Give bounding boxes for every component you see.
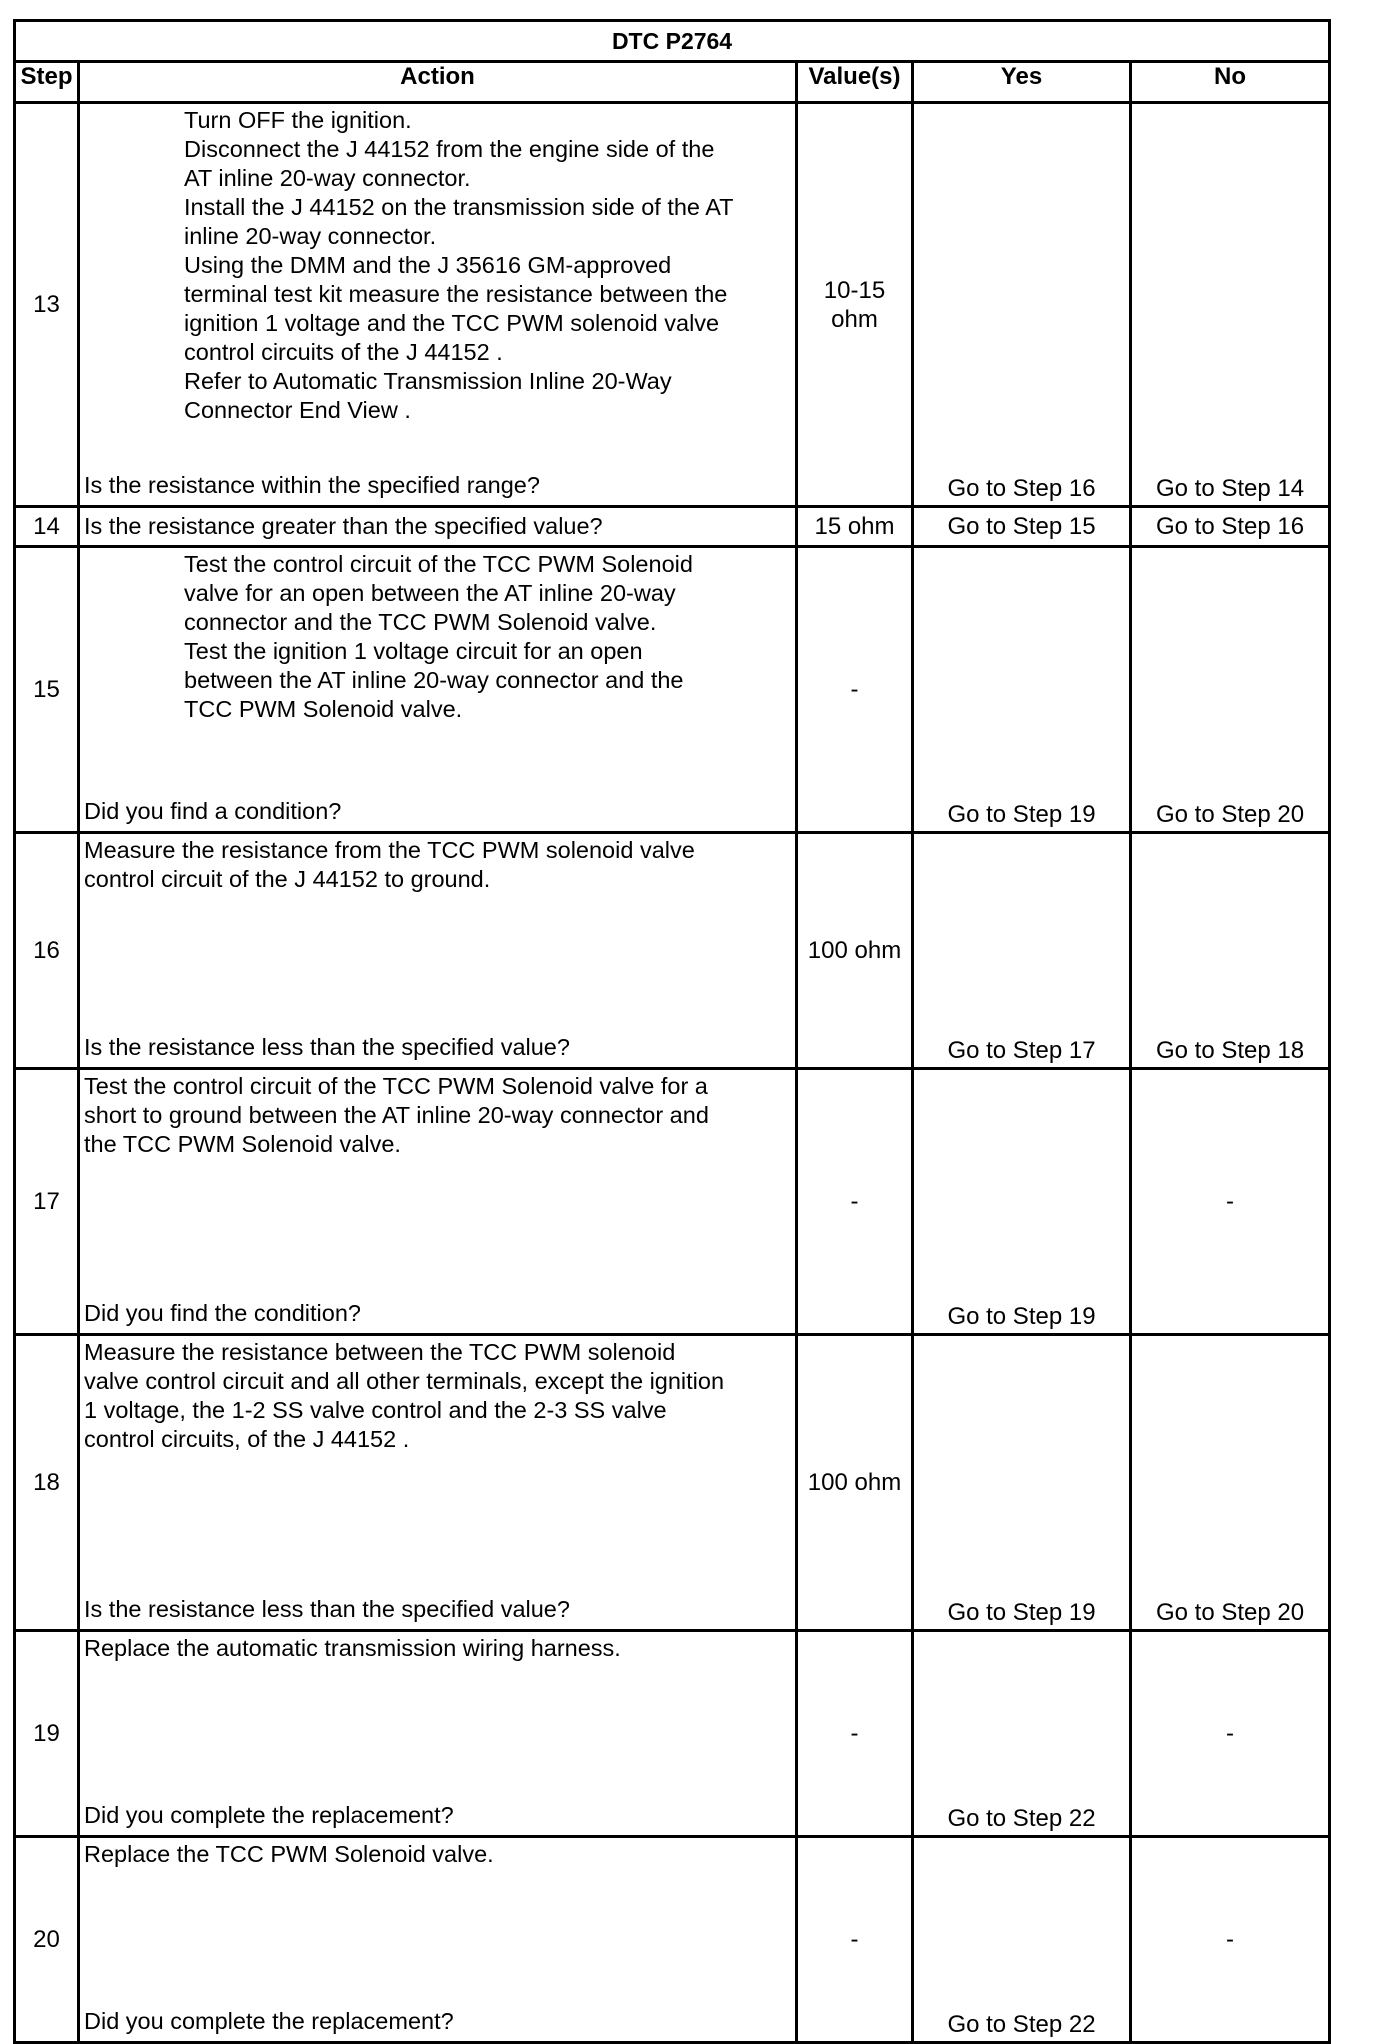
action-line: Test the control circuit of the TCC PWM Solenoid valve for a bbox=[84, 1073, 708, 1099]
table-row bbox=[15, 1335, 1330, 1631]
header-row bbox=[15, 62, 1330, 103]
action-line: Install the J 44152 on the transmission side of the AT bbox=[184, 194, 734, 220]
value-line: ohm bbox=[831, 305, 878, 333]
no-cell: Go to Step 20 bbox=[1131, 1335, 1330, 1631]
header-action: Action bbox=[79, 62, 797, 103]
action-cell bbox=[79, 1335, 797, 1631]
action-text bbox=[80, 1632, 795, 1663]
action-cell bbox=[79, 547, 797, 833]
dtc-table bbox=[13, 19, 1331, 2044]
action-text bbox=[80, 548, 795, 724]
value-cell: 100 ohm bbox=[797, 833, 913, 1069]
yes-cell: Go to Step 19 bbox=[913, 1069, 1131, 1335]
step-number: 19 bbox=[15, 1631, 79, 1837]
no-cell: - bbox=[1131, 1069, 1330, 1335]
value-cell: 100 ohm bbox=[797, 1335, 913, 1631]
action-question: Is the resistance less than the specified value? bbox=[84, 1034, 570, 1060]
action-line: Connector End View . bbox=[184, 397, 411, 423]
header-values: Value(s) bbox=[797, 62, 913, 103]
action-cell bbox=[79, 103, 797, 507]
action-question: Did you complete the replacement? bbox=[84, 2008, 454, 2034]
step-number: 20 bbox=[15, 1837, 79, 2043]
no-cell: - bbox=[1131, 1631, 1330, 1837]
table-row bbox=[15, 547, 1330, 833]
header-step: Step bbox=[15, 62, 79, 103]
action-question: Did you find a condition? bbox=[84, 798, 342, 824]
action-line: Test the control circuit of the TCC PWM Solenoid bbox=[184, 551, 693, 577]
step-number: 16 bbox=[15, 833, 79, 1069]
action-text bbox=[80, 1336, 795, 1454]
no-cell: - bbox=[1131, 1837, 1330, 2043]
step-number: 17 bbox=[15, 1069, 79, 1335]
action-line: Measure the resistance from the TCC PWM solenoid valve bbox=[84, 837, 695, 863]
value-cell: - bbox=[797, 1069, 913, 1335]
action-question: Is the resistance greater than the specified value? bbox=[79, 507, 797, 547]
table-row bbox=[15, 507, 1330, 547]
action-line: Replace the TCC PWM Solenoid valve. bbox=[84, 1841, 494, 1867]
action-line: 1 voltage, the 1-2 SS valve control and the 2-3 SS valve bbox=[84, 1397, 667, 1423]
step-number: 14 bbox=[15, 507, 79, 547]
yes-cell: Go to Step 17 bbox=[913, 833, 1131, 1069]
no-cell: Go to Step 18 bbox=[1131, 833, 1330, 1069]
action-cell bbox=[79, 1069, 797, 1335]
action-line: Measure the resistance between the TCC PWM solenoid bbox=[84, 1339, 676, 1365]
action-line: Using the DMM and the J 35616 GM-approved bbox=[184, 252, 672, 278]
action-line: short to ground between the AT inline 20-way connector and bbox=[84, 1102, 709, 1128]
action-line: Test the ignition 1 voltage circuit for an open bbox=[184, 638, 643, 664]
action-line: Refer to Automatic Transmission Inline 20-Way bbox=[184, 368, 672, 394]
action-line: Turn OFF the ignition. bbox=[184, 107, 412, 133]
action-question: Is the resistance within the specified range? bbox=[84, 472, 540, 498]
action-text bbox=[80, 104, 795, 425]
table-row bbox=[15, 1069, 1330, 1335]
action-line: inline 20-way connector. bbox=[184, 223, 437, 249]
action-text bbox=[80, 834, 795, 894]
action-line: AT inline 20-way connector. bbox=[184, 165, 471, 191]
table-row bbox=[15, 1631, 1330, 1837]
action-line: the TCC PWM Solenoid valve. bbox=[84, 1131, 401, 1157]
table-row bbox=[15, 833, 1330, 1069]
action-text bbox=[80, 1070, 795, 1159]
action-line: control circuit of the J 44152 to ground. bbox=[84, 866, 491, 892]
value-cell: - bbox=[797, 547, 913, 833]
action-cell bbox=[79, 833, 797, 1069]
action-line: Disconnect the J 44152 from the engine side of the bbox=[184, 136, 715, 162]
action-question: Did you complete the replacement? bbox=[84, 1802, 454, 1828]
action-line: connector and the TCC PWM Solenoid valve. bbox=[184, 609, 657, 635]
value-cell bbox=[797, 103, 913, 507]
yes-cell: Go to Step 22 bbox=[913, 1631, 1131, 1837]
step-number: 15 bbox=[15, 547, 79, 833]
action-line: ignition 1 voltage and the TCC PWM solenoid valve bbox=[184, 310, 720, 336]
yes-cell: Go to Step 22 bbox=[913, 1837, 1131, 2043]
value-cell: - bbox=[797, 1631, 913, 1837]
yes-cell: Go to Step 19 bbox=[913, 547, 1131, 833]
action-question: Did you find the condition? bbox=[84, 1300, 361, 1326]
yes-cell: Go to Step 19 bbox=[913, 1335, 1131, 1631]
table-title: DTC P2764 bbox=[15, 21, 1330, 62]
action-line: between the AT inline 20-way connector and the bbox=[184, 667, 684, 693]
step-number: 13 bbox=[15, 103, 79, 507]
value-line: 10-15 bbox=[823, 276, 886, 304]
action-line: TCC PWM Solenoid valve. bbox=[184, 696, 463, 722]
action-text bbox=[80, 1838, 795, 1869]
no-cell: Go to Step 16 bbox=[1131, 507, 1330, 547]
action-line: valve control circuit and all other terminals, except the ignition bbox=[84, 1368, 725, 1394]
action-line: control circuits, of the J 44152 . bbox=[84, 1426, 410, 1452]
action-line: Replace the automatic transmission wiring harness. bbox=[84, 1635, 621, 1661]
no-cell: Go to Step 14 bbox=[1131, 103, 1330, 507]
action-line: control circuits of the J 44152 . bbox=[184, 339, 503, 365]
value-cell: - bbox=[797, 1837, 913, 2043]
yes-cell: Go to Step 15 bbox=[913, 507, 1131, 547]
table-row bbox=[15, 103, 1330, 507]
action-cell bbox=[79, 1631, 797, 1837]
action-line: terminal test kit measure the resistance between the bbox=[184, 281, 728, 307]
value-cell: 15 ohm bbox=[797, 507, 913, 547]
action-question: Is the resistance less than the specified value? bbox=[84, 1596, 570, 1622]
yes-cell: Go to Step 16 bbox=[913, 103, 1131, 507]
table-row bbox=[15, 1837, 1330, 2043]
no-cell: Go to Step 20 bbox=[1131, 547, 1330, 833]
action-line: valve for an open between the AT inline 20-way bbox=[184, 580, 676, 606]
header-no: No bbox=[1131, 62, 1330, 103]
step-number: 18 bbox=[15, 1335, 79, 1631]
action-cell bbox=[79, 1837, 797, 2043]
header-yes: Yes bbox=[913, 62, 1131, 103]
